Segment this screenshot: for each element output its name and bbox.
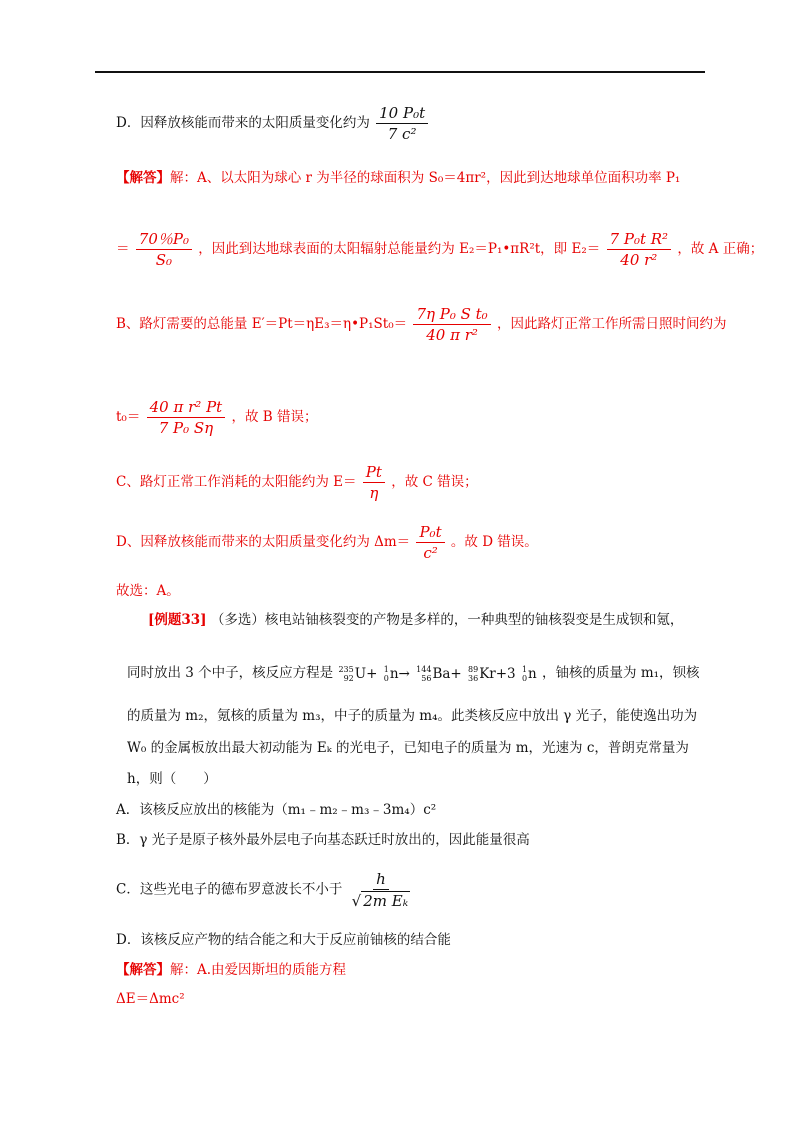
answer-a-end: ，故 A 正确； (677, 241, 764, 257)
fraction-numerator: 7 P₀t R² (607, 230, 672, 250)
answer-b (116, 305, 727, 344)
fraction-numerator: 7η P₀ S t₀ (413, 305, 490, 325)
fraction-numerator: h (373, 870, 389, 890)
example-text: ，铀核的质量为 m₁，钡核 (542, 665, 700, 681)
fraction-numerator: 70％P₀ (136, 230, 192, 250)
fraction-numerator: P₀t (416, 523, 444, 543)
fraction-numerator: 40 π r² Pt (147, 398, 226, 418)
fraction-numerator: 10 P₀t (376, 104, 428, 124)
fraction-denominator: η (369, 484, 379, 502)
example-33-line1 (148, 610, 683, 630)
example-33-line3: 的质量为 m₂，氪核的质量为 m₃，中子的质量为 m₄。此类核反应中放出 γ 光子，能使逸出功为 (127, 708, 698, 724)
mass-number: 144 (416, 664, 432, 674)
symbol: Kr+3 (479, 665, 516, 682)
option-d: D．该核反应产物的结合能之和大于反应前铀核的结合能 (116, 932, 451, 948)
answer-tag: 【解答】 (116, 170, 170, 186)
option-b: B．γ 光子是原子核外最外层电子向基态跃迁时放出的，因此能量很高 (116, 832, 530, 848)
nuclide-krypton (468, 664, 516, 684)
header-rule (95, 71, 705, 73)
symbol: Ba+ (432, 665, 462, 682)
fraction (147, 398, 226, 437)
atomic-number: 36 (468, 673, 479, 683)
fraction-denominator: 40 π r² (426, 326, 478, 344)
mass-number: 235 (338, 664, 354, 674)
option-c (116, 870, 415, 910)
answer-tag: 【解答】 (116, 962, 170, 978)
fraction (349, 870, 414, 910)
atomic-number: 56 (421, 673, 432, 683)
answer-b-text: B、路灯需要的总能量 E′＝Pt＝ηE₃＝η•P₁St₀＝ (116, 316, 408, 332)
nuclide-neutron (384, 664, 410, 684)
answer-a-line2 (116, 230, 763, 269)
example-text: （多选）核电站铀核裂变的产物是多样的，一种典型的铀核裂变是生成钡和氪， (210, 612, 684, 628)
equals-sign: ＝ (116, 241, 130, 257)
answer-d (116, 523, 538, 562)
answer-b-end: ，故 B 错误； (231, 409, 318, 425)
answer-2-text: 解：A.由爱因斯坦的质能方程 (170, 962, 347, 978)
symbol: U+ (354, 665, 378, 682)
answer-a-text: 解：A、以太阳为球心 r 为半径的球面积为 S₀＝4πr²，因此到达地球单位面积功率 P₁ (170, 170, 681, 186)
symbol: n→ (389, 665, 410, 682)
nuclide-barium (416, 664, 462, 684)
sqrt-content: 2m Eₖ (363, 892, 409, 910)
answer-c-end: ，故 C 错误； (391, 474, 478, 490)
sqrt-icon: √ (351, 892, 362, 910)
symbol: n (528, 665, 537, 682)
answer-a-mid: ，因此到达地球表面的太阳辐射总能量约为 E₂＝P₁•πR²t，即 E₂＝ (198, 241, 601, 257)
atomic-number: 0 (383, 673, 389, 683)
fraction (363, 463, 385, 502)
example-tag: [例题33] (148, 612, 207, 628)
option-d-top (116, 104, 430, 143)
fraction-denominator: S₀ (155, 251, 173, 269)
fraction (136, 230, 192, 269)
fraction (376, 104, 428, 143)
fraction-denominator: 7 c² (387, 125, 417, 143)
fraction-denominator (349, 890, 414, 910)
choice-result: 故选：A。 (116, 583, 180, 599)
example-text: 同时放出 3 个中子，核反应方程是 (127, 665, 334, 681)
option-c-text: C．这些光电子的德布罗意波长不小于 (116, 881, 343, 898)
answer-c (116, 463, 478, 502)
answer-d-end: 。故 D 错误。 (450, 534, 538, 550)
option-a: A．该核反应放出的核能为（m₁﹣m₂﹣m₃﹣3m₄）c² (116, 802, 437, 818)
answer-b-line2 (116, 398, 318, 437)
option-d-label: D．因释放核能而带来的太阳质量变化约为 (116, 115, 370, 131)
example-33-line2 (127, 663, 700, 684)
example-33-line5: h，则（ ） (127, 771, 217, 787)
nuclide-uranium (338, 664, 377, 684)
answer-d-text: D、因释放核能而带来的太阳质量变化约为 Δm＝ (116, 534, 411, 550)
atomic-number: 0 (521, 673, 528, 683)
fraction-denominator: 40 r² (620, 251, 658, 269)
atomic-number: 92 (343, 673, 354, 683)
fraction-numerator: Pt (363, 463, 385, 483)
example-33-line4: W₀ 的金属板放出最大初动能为 Eₖ 的光电子，已知电子的质量为 m，光速为 c，普朗克常量为 (127, 740, 689, 756)
fraction (607, 230, 672, 269)
mass-number: 89 (468, 664, 479, 674)
answer-a (116, 168, 680, 188)
answer-b-end: ，因此路灯正常工作所需日照时间约为 (497, 316, 727, 332)
fraction-denominator: 7 P₀ Sη (158, 419, 214, 437)
answer-b-t0: t₀＝ (116, 409, 141, 425)
fraction (413, 305, 490, 344)
answer-2-eq: ΔE＝Δmc² (116, 991, 185, 1007)
fraction-denominator: c² (423, 544, 438, 562)
nuclide-neutron (522, 664, 537, 684)
mass-number: 1 (383, 664, 389, 674)
answer-c-text: C、路灯正常工作消耗的太阳能约为 E＝ (116, 474, 357, 490)
mass-number: 1 (521, 664, 528, 674)
answer-2 (116, 960, 346, 980)
fraction (416, 523, 444, 562)
